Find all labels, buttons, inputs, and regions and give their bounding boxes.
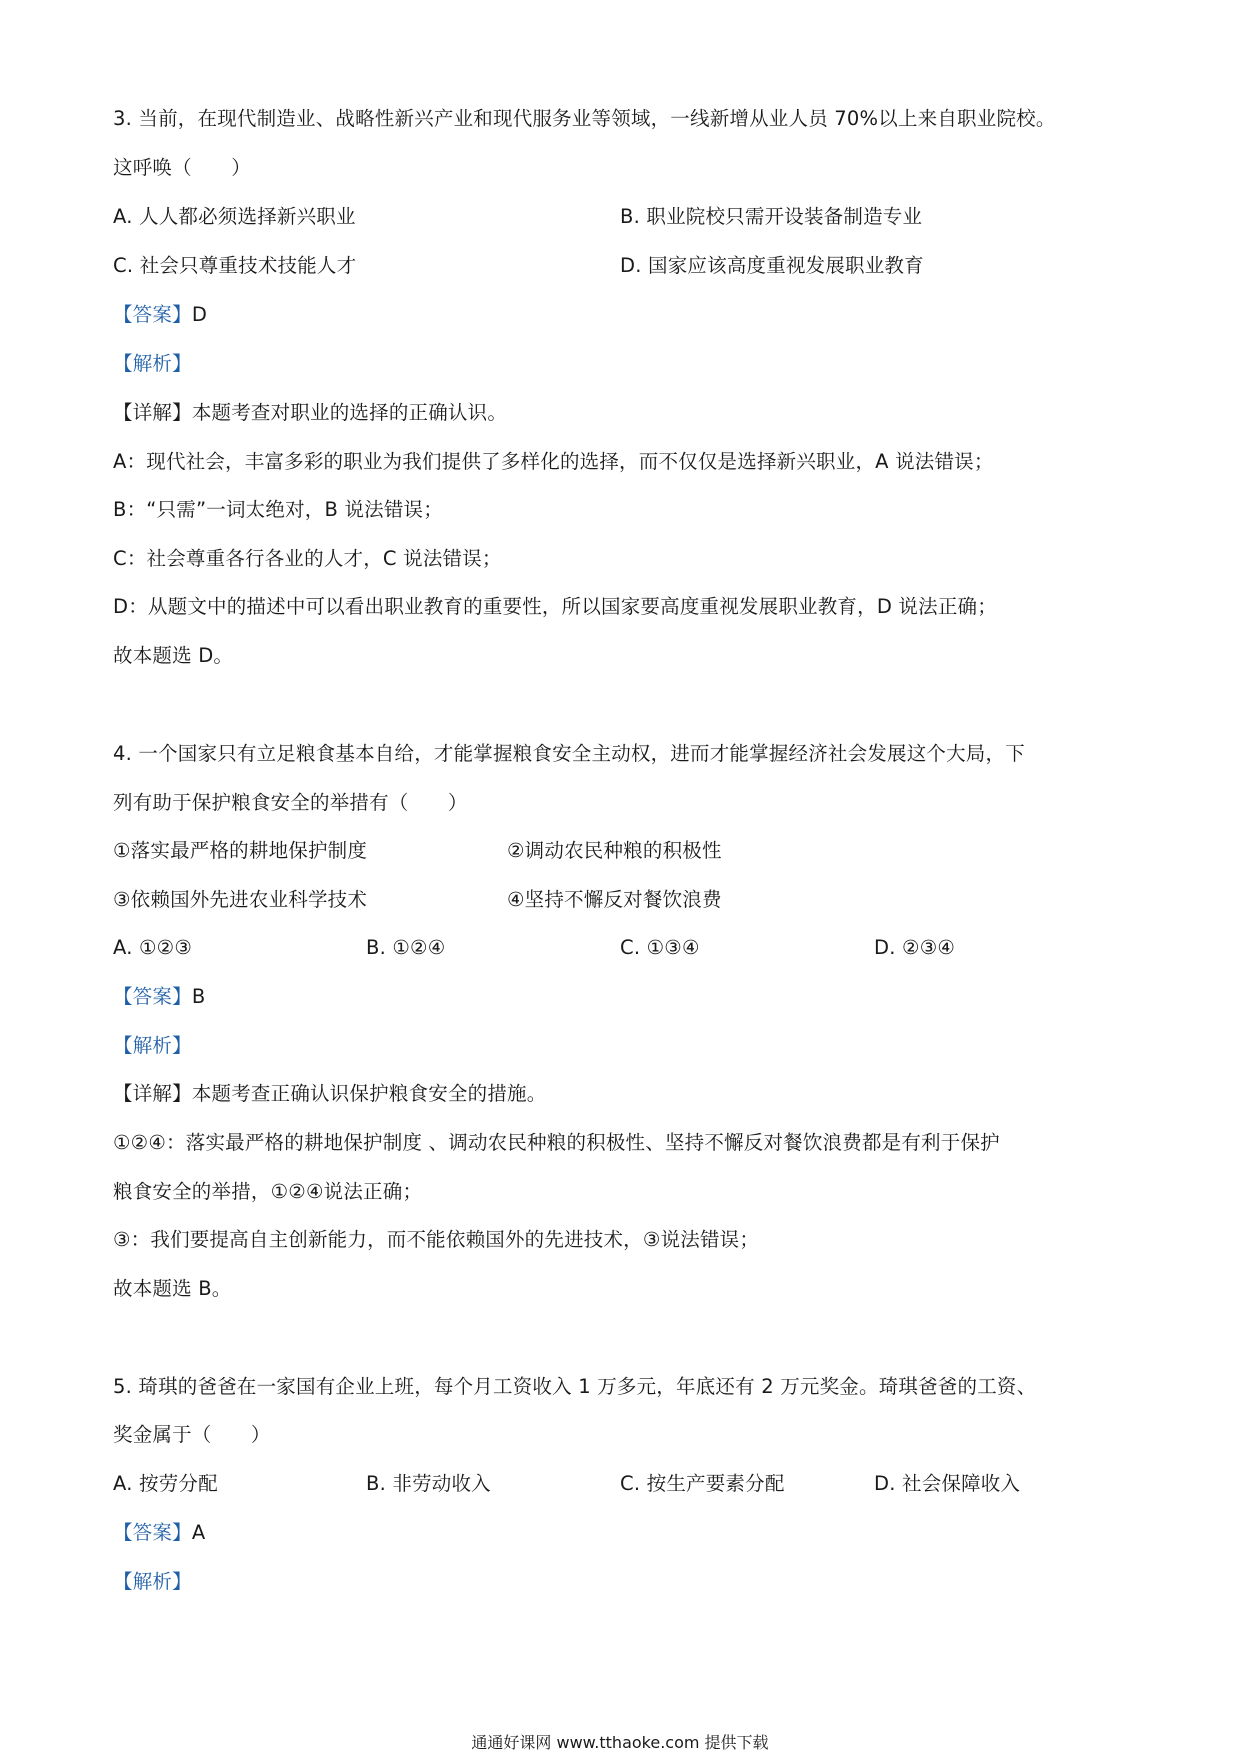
q5-stem-line-2: 奖金属于（ ） — [113, 1423, 271, 1446]
q4-option-a: A. ①②③ — [113, 936, 193, 959]
q3-option-d: D. 国家应该高度重视发展职业教育 — [620, 254, 924, 277]
answer-value: A — [191, 1521, 206, 1544]
q3-stem-line-2: 这呼唤（ ） — [113, 156, 251, 179]
answer-value: B — [191, 985, 206, 1008]
q5-option-d: D. 社会保障收入 — [874, 1472, 1021, 1495]
q3-option-b: B. 职业院校只需开设装备制造专业 — [620, 205, 923, 228]
q3-detail-c: C：社会尊重各行各业的人才，C 说法错误； — [113, 547, 502, 570]
q4-option-b: B. ①②④ — [366, 936, 446, 959]
q3-detail-b: B：“只需”一词太绝对，B 说法错误； — [113, 498, 443, 521]
q3-detail-a: A：现代社会，丰富多彩的职业为我们提供了多样化的选择，而不仅仅是选择新兴职业，A 说法错误； — [113, 450, 994, 473]
q4-item-3: ③依赖国外先进农业科学技术 — [113, 888, 368, 911]
q4-item-1: ①落实最严格的耕地保护制度 — [113, 839, 368, 862]
detail-label: 【详解】 — [113, 401, 192, 424]
q5-analysis-label: 【解析】 — [113, 1570, 192, 1593]
q4-detail-line — [113, 1081, 546, 1107]
q4-option-d: D. ②③④ — [874, 936, 956, 959]
answer-value: D — [191, 303, 208, 326]
page-footer: 通通好课网 www.tthaoke.com 提供下载 — [471, 1733, 769, 1752]
q5-answer-line — [113, 1520, 205, 1546]
q4-analysis-label: 【解析】 — [113, 1034, 192, 1057]
q3-option-c: C. 社会只尊重技术技能人才 — [113, 254, 357, 277]
q3-stem-line-1: 3. 当前，在现代制造业、战略性新兴产业和现代服务业等领域，一线新增从业人员 70%以上来自职业院校。 — [113, 107, 1056, 130]
q4-item-4: ④坚持不懈反对餐饮浪费 — [507, 888, 722, 911]
detail-label: 【详解】 — [113, 1082, 192, 1105]
q4-stem-line-1: 4. 一个国家只有立足粮食基本自给，才能掌握粮食安全主动权，进而才能掌握经济社会发展这个大局，下 — [113, 742, 1025, 765]
q4-item-2: ②调动农民种粮的积极性 — [507, 839, 722, 862]
q5-stem-line-1: 5. 琦琪的爸爸在一家国有企业上班，每个月工资收入 1 万多元，年底还有 2 万元奖金。琦琪爸爸的工资、 — [113, 1375, 1037, 1398]
q4-conclusion: 故本题选 B。 — [113, 1277, 232, 1300]
q4-detail-1: ①②④：落实最严格的耕地保护制度 、调动农民种粮的积极性、坚持不懈反对餐饮浪费都是有利于保护 — [113, 1131, 1000, 1154]
q3-conclusion: 故本题选 D。 — [113, 644, 234, 667]
detail-intro: 本题考查正确认识保护粮食安全的措施。 — [191, 1082, 547, 1105]
answer-label: 【答案】 — [113, 1521, 192, 1544]
detail-intro: 本题考查对职业的选择的正确认识。 — [191, 401, 508, 424]
q3-analysis-label: 【解析】 — [113, 352, 192, 375]
q3-option-a: A. 人人都必须选择新兴职业 — [113, 205, 356, 228]
q4-detail-3: ③：我们要提高自主创新能力，而不能依赖国外的先进技术，③说法错误； — [113, 1228, 760, 1251]
q4-stem-line-2: 列有助于保护粮食安全的举措有（ ） — [113, 791, 468, 814]
answer-label: 【答案】 — [113, 303, 192, 326]
q5-option-c: C. 按生产要素分配 — [620, 1472, 785, 1495]
q3-detail-d: D：从题文中的描述中可以看出职业教育的重要性，所以国家要高度重视发展职业教育，D 说法正确； — [113, 595, 997, 618]
q4-option-c: C. ①③④ — [620, 936, 700, 959]
q3-detail-line — [113, 400, 507, 426]
answer-label: 【答案】 — [113, 985, 192, 1008]
q5-option-a: A. 按劳分配 — [113, 1472, 218, 1495]
q5-option-b: B. 非劳动收入 — [366, 1472, 491, 1495]
q3-answer-line — [113, 302, 207, 328]
q4-answer-line — [113, 984, 205, 1010]
q4-detail-2: 粮食安全的举措，①②④说法正确； — [113, 1180, 423, 1203]
